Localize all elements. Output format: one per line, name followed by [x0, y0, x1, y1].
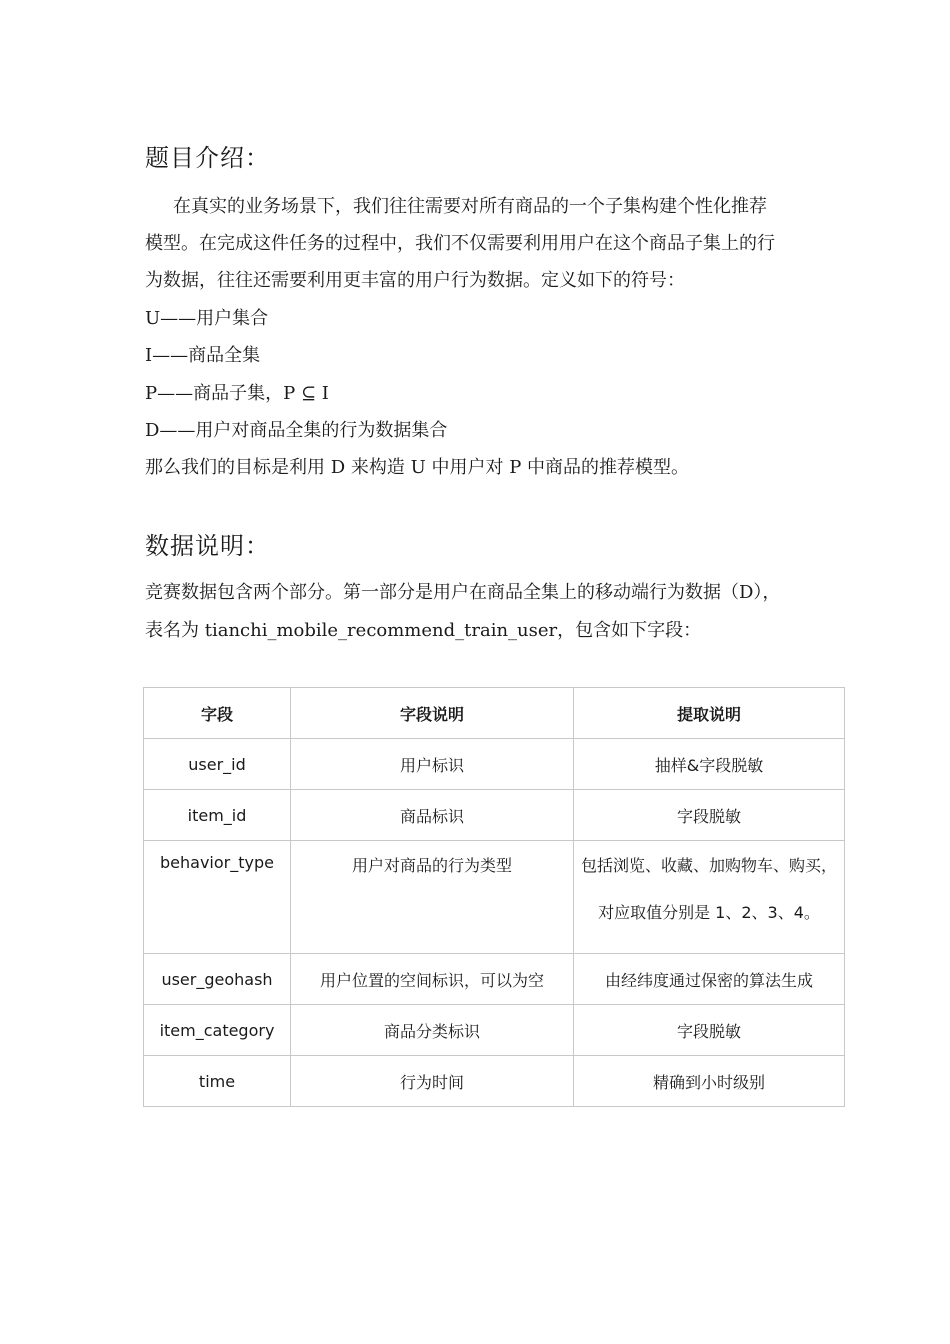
field-extraction-cell: 由经纬度通过保密的算法生成 — [574, 954, 845, 1005]
intro-paragraph-line: 在真实的业务场景下，我们往往需要对所有商品的一个子集构建个性化推荐 — [173, 196, 767, 217]
data-description-line: 表名为 tianchi_mobile_recommend_train_user，包含如下字段： — [145, 620, 702, 641]
field-extraction-cell: 抽样&字段脱敏 — [574, 739, 845, 790]
fields-table — [143, 687, 845, 1107]
table-row — [144, 841, 845, 954]
field-description-cell: 用户位置的空间标识，可以为空 — [291, 954, 574, 1005]
field-extraction-cell: 字段脱敏 — [574, 1005, 845, 1056]
field-extraction-cell: 精确到小时级别 — [574, 1056, 845, 1107]
field-extraction-cell — [574, 841, 845, 954]
table-row — [144, 1056, 845, 1107]
table-row — [144, 790, 845, 841]
field-name-cell: user_id — [144, 739, 291, 790]
field-name-cell: user_geohash — [144, 954, 291, 1005]
field-name-cell: item_category — [144, 1005, 291, 1056]
field-name-cell: behavior_type — [144, 841, 291, 954]
intro-heading: 题目介绍： — [145, 144, 270, 172]
extraction-line-1: 包括浏览、收藏、加购物车、购买， — [580, 856, 837, 875]
goal-statement: 那么我们的目标是利用 D 来构造 U 中用户对 P 中商品的推荐模型。 — [145, 457, 690, 478]
data-description-line: 竞赛数据包含两个部分。第一部分是用户在商品全集上的移动端行为数据（D）， — [145, 582, 781, 603]
column-header-description: 字段说明 — [291, 688, 574, 739]
definition-item-subset: P——商品子集，P ⊆ I — [145, 383, 329, 404]
extraction-line-2: 对应取值分别是 1、2、3、4。 — [598, 903, 820, 922]
field-description-cell: 行为时间 — [291, 1056, 574, 1107]
table-row — [144, 954, 845, 1005]
field-description-cell: 商品分类标识 — [291, 1005, 574, 1056]
definition-behavior-data: D——用户对商品全集的行为数据集合 — [145, 420, 448, 441]
intro-paragraph-line: 为数据，往往还需要利用更丰富的用户行为数据。定义如下的符号： — [145, 270, 685, 291]
column-header-field: 字段 — [144, 688, 291, 739]
field-description-cell: 用户对商品的行为类型 — [291, 841, 574, 954]
field-extraction-cell: 字段脱敏 — [574, 790, 845, 841]
field-description-cell: 用户标识 — [291, 739, 574, 790]
table-row — [144, 739, 845, 790]
definition-user-set: U——用户集合 — [145, 308, 269, 329]
definition-item-set: I——商品全集 — [145, 345, 261, 366]
table-row — [144, 1005, 845, 1056]
field-name-cell: item_id — [144, 790, 291, 841]
data-description-heading: 数据说明： — [145, 532, 270, 560]
field-description-cell: 商品标识 — [291, 790, 574, 841]
field-name-cell: time — [144, 1056, 291, 1107]
table-header-row — [144, 688, 845, 739]
intro-paragraph-line: 模型。在完成这件任务的过程中，我们不仅需要利用用户在这个商品子集上的行 — [145, 233, 775, 254]
column-header-extraction: 提取说明 — [574, 688, 845, 739]
